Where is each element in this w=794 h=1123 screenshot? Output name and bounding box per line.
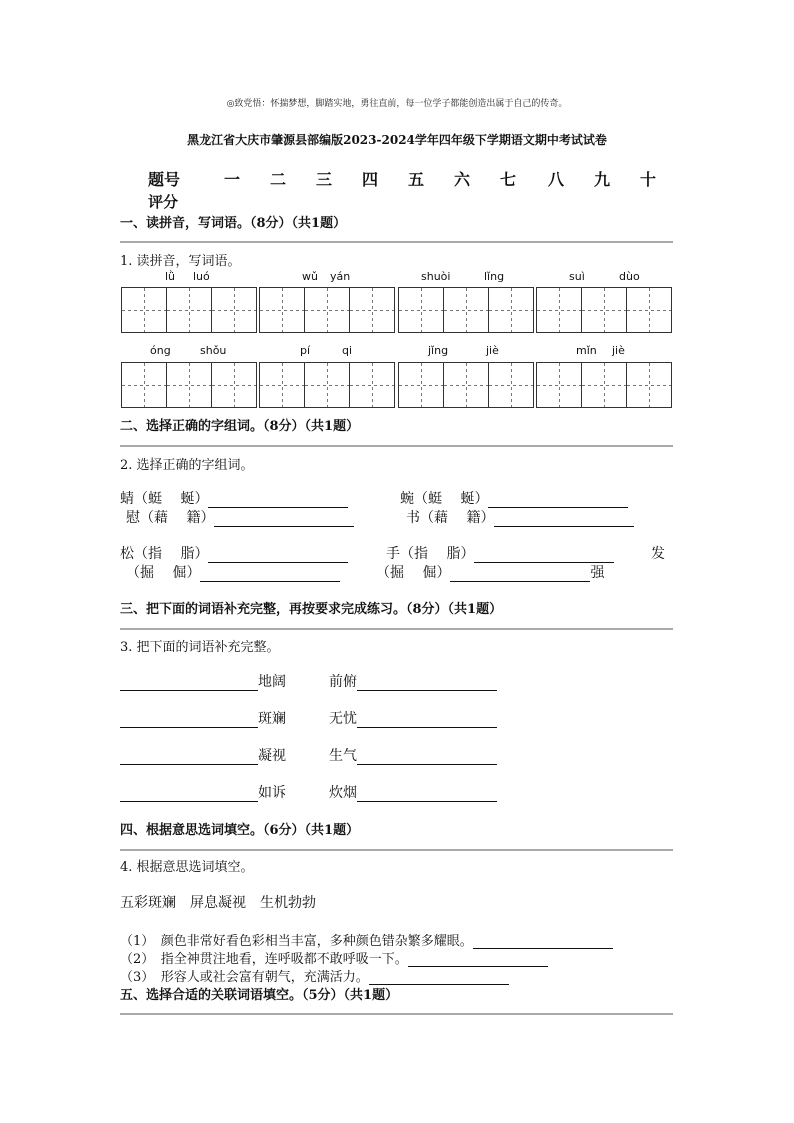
fill-word-item (120, 671, 286, 691)
fill-word-item (329, 671, 497, 691)
word-suffix: 斑斓 (258, 711, 286, 727)
motto-line: ◎致党悟：怀揣梦想，脚踏实地，勇往直前，每一位学子都能创造出属于自己的传奇。 (226, 99, 568, 109)
answer-blank[interactable] (120, 676, 258, 691)
answer-blank[interactable] (120, 750, 258, 765)
question3-text: 3. 把下面的词语补充完整。 (120, 640, 280, 655)
answer-blank[interactable] (357, 787, 497, 802)
question4-text: 4. 根据意思选词填空。 (120, 860, 254, 875)
definition-item (120, 966, 509, 985)
section5-divider (120, 1013, 673, 1015)
pinyin: jiè (486, 344, 499, 357)
score-col-3: 三 (316, 170, 333, 189)
choice-label: 松（指 脂） (120, 546, 209, 562)
fill-word-item (329, 708, 497, 728)
section3-divider (120, 628, 673, 630)
pinyin: jǐng (428, 344, 449, 357)
word-options: 五彩斑斓 屏息凝视 生机勃勃 (120, 895, 316, 911)
answer-blank[interactable] (488, 493, 628, 508)
section2-heading: 二、选择正确的字组词。（8分）（共1题） (120, 419, 360, 434)
writing-grid[interactable] (259, 287, 395, 333)
score-header-label: 题号 (148, 170, 181, 189)
writing-grid[interactable] (536, 362, 672, 408)
answer-blank[interactable] (369, 970, 509, 985)
writing-grid[interactable] (536, 287, 672, 333)
word-choice-item (406, 507, 634, 527)
fill-word-item (120, 782, 286, 802)
score-col-5: 五 (408, 170, 425, 189)
pinyin: dùo (619, 270, 640, 283)
fill-word-item (120, 745, 286, 765)
answer-blank[interactable] (357, 713, 497, 728)
pinyin: lǐng (484, 270, 505, 283)
pinyin: yán (330, 270, 351, 283)
score-col-8: 八 (548, 170, 565, 189)
answer-blank[interactable] (474, 548, 614, 563)
choice-label: 蜻（蜓 蜒） (120, 491, 209, 507)
question1-text: 1. 读拼音，写词语。 (120, 254, 241, 269)
pinyin: shǒu (200, 344, 227, 357)
definition-text: （3） 形容人或社会富有朝气，充满活力。 (120, 970, 369, 985)
pinyin: qi (342, 344, 353, 357)
definition-item (120, 948, 548, 967)
word-suffix: 地阔 (258, 674, 286, 690)
choice-label: （掘 倔） (376, 565, 451, 581)
score-col-1: 一 (224, 170, 241, 189)
writing-grid[interactable] (398, 287, 534, 333)
section4-divider (120, 849, 673, 851)
fill-word-item (329, 745, 497, 765)
fill-word-item (329, 782, 497, 802)
writing-grid[interactable] (121, 362, 257, 408)
answer-blank[interactable] (357, 750, 497, 765)
pinyin: luó (193, 270, 210, 283)
choice-label: 手（指 脂） (386, 546, 475, 562)
answer-blank[interactable] (120, 713, 258, 728)
word-choice-item (400, 488, 628, 508)
choice-label: 强 (590, 565, 605, 581)
question2-text: 2. 选择正确的字组词。 (120, 458, 254, 473)
answer-blank[interactable] (450, 567, 590, 582)
section5-heading: 五、选择合适的关联词语填空。（5分）（共1题） (120, 988, 399, 1003)
definition-text: （1） 颜色非常好看色彩相当丰富，多种颜色错杂繁多耀眼。 (120, 934, 473, 949)
score-col-7: 七 (500, 170, 517, 189)
pinyin: mǐn (576, 344, 597, 357)
answer-blank[interactable] (357, 676, 497, 691)
score-table-header (148, 167, 668, 189)
choice-label: （掘 倔） (126, 565, 201, 581)
pinyin: wǔ (302, 270, 318, 283)
pinyin: shuòi (421, 270, 451, 283)
choice-label: 发 (651, 546, 665, 562)
word-choice-item (126, 507, 354, 527)
section4-heading: 四、根据意思选词填空。（6分）（共1题） (120, 823, 360, 838)
answer-blank[interactable] (208, 493, 348, 508)
answer-blank[interactable] (120, 787, 258, 802)
answer-blank[interactable] (200, 567, 340, 582)
definition-item (120, 930, 613, 949)
section1-heading: 一、读拼音，写词语。（8分）（共1题） (120, 216, 347, 231)
choice-label: 蜿（蜓 蜒） (400, 491, 489, 507)
word-prefix: 炊烟 (329, 785, 357, 801)
answer-blank[interactable] (408, 952, 548, 967)
writing-grid[interactable] (259, 362, 395, 408)
word-choice-item (386, 543, 614, 563)
word-choice-item (120, 543, 348, 563)
choice-label: 书（藉 籍） (406, 510, 495, 526)
writing-grid[interactable] (398, 362, 534, 408)
score-col-9: 九 (594, 170, 611, 189)
word-prefix: 生气 (329, 748, 357, 764)
section1-divider (120, 241, 673, 243)
word-suffix: 凝视 (258, 748, 286, 764)
answer-blank[interactable] (214, 512, 354, 527)
word-choice-item (126, 562, 340, 582)
score-col-4: 四 (362, 170, 379, 189)
fill-word-item (120, 708, 286, 728)
score-col-6: 六 (454, 170, 471, 189)
score-col-2: 二 (270, 170, 287, 189)
choice-label: 慰（藉 籍） (126, 510, 215, 526)
answer-blank[interactable] (494, 512, 634, 527)
pinyin: jiè (612, 344, 625, 357)
word-choice-item (120, 488, 348, 508)
section3-heading: 三、把下面的词语补充完整，再按要求完成练习。（8分）（共1题） (120, 602, 503, 617)
score-col-10: 十 (640, 170, 657, 189)
answer-blank[interactable] (208, 548, 348, 563)
pinyin: suì (569, 270, 585, 283)
word-prefix: 无忧 (329, 711, 357, 727)
word-prefix: 前俯 (329, 674, 357, 690)
writing-grid[interactable] (121, 287, 257, 333)
answer-blank[interactable] (473, 934, 613, 949)
section2-divider (120, 445, 673, 447)
pinyin: óng (150, 344, 171, 357)
word-suffix: 如诉 (258, 785, 286, 801)
exam-title: 黑龙江省大庆市肇源县部编版2023-2024学年四年级下学期语文期中考试试卷 (187, 133, 607, 147)
pinyin: lǜ (165, 270, 176, 283)
pinyin: pí (300, 344, 311, 357)
score-row-label: 评分 (148, 193, 179, 211)
definition-text: （2） 指全神贯注地看，连呼吸都不敢呼吸一下。 (120, 952, 408, 967)
word-choice-item (376, 562, 604, 582)
